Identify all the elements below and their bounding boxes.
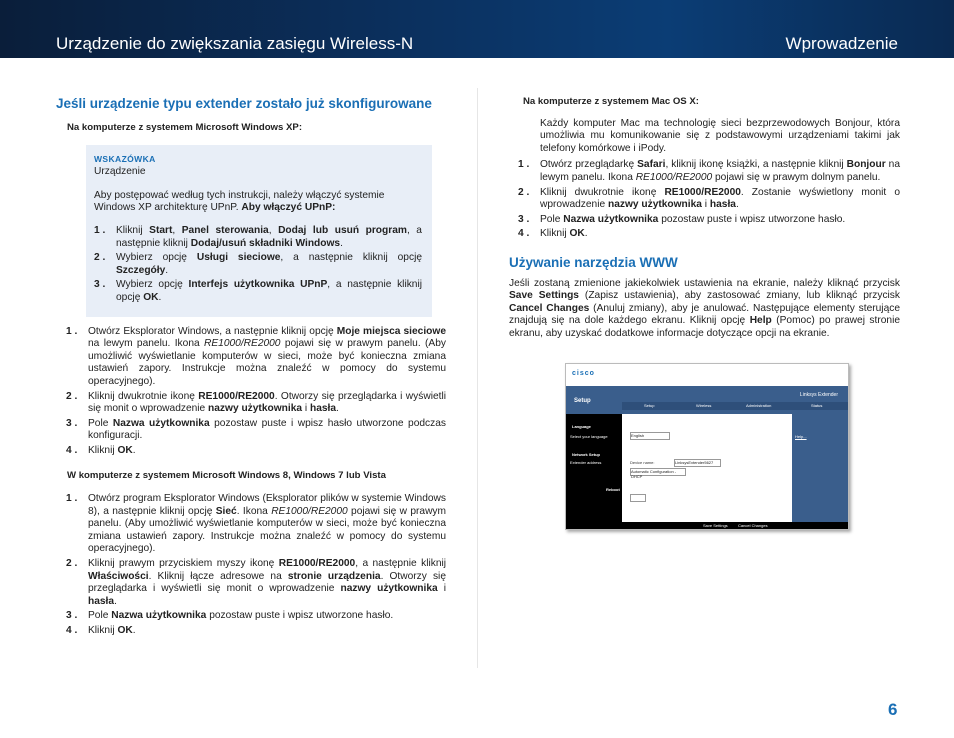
configured-heading: Jeśli urządzenie typu extender zostało już skonfigurowane xyxy=(56,96,432,111)
step-text: Pole Nazwa użytkownika pozostaw puste i wpisz hasło utworzone podczas konfiguracji. xyxy=(88,417,446,442)
www-paragraph: Jeśli zostaną zmienione jakiekolwiek ustawienia na ekranie, należy kliknąć przycisk Save Settings (Zapisz ustawienia), aby zastosować zmiany, lub kliknąć przycisk Cancel Changes (Anuluj zmiany), aby je anulować. Następujące elementy sterujące znajdują się na dole każdego ekranu. Kliknij opcję Help (Pomoc) po prawej stronie ekranu, aby uzyskać dodatkowe informacje dotyczące opcji na ekranie. xyxy=(509,277,901,339)
device-name-input[interactable]: LinksysExtender5627 xyxy=(674,459,721,467)
tab-administration[interactable]: Administration xyxy=(746,403,772,408)
web-utility-screenshot xyxy=(565,363,849,530)
mac-heading: Na komputerze z systemem Mac OS X: xyxy=(523,96,699,107)
step-item xyxy=(66,326,446,389)
tip-steps-list xyxy=(94,225,422,305)
tip-box xyxy=(86,145,432,317)
step-item xyxy=(66,493,446,556)
step-text: Wybierz opcję Interfejs użytkownika UPnP, a następnie kliknij opcję OK. xyxy=(116,279,422,303)
screenshot-button-bar xyxy=(622,522,848,529)
step-text: Kliknij Start, Panel sterowania, Dodaj lub usuń program, a następnie kliknij Dodaj/usuń składniki Windows. xyxy=(116,224,422,249)
reboot-button[interactable] xyxy=(630,494,646,502)
screenshot-help-panel xyxy=(792,414,848,522)
step-item xyxy=(94,225,422,250)
tip-paragraph xyxy=(94,190,422,215)
cancel-changes-button[interactable]: Cancel Changes xyxy=(738,523,768,528)
section-title: Wprowadzenie xyxy=(785,34,898,53)
xp-steps-list xyxy=(66,326,446,458)
step-item xyxy=(518,159,900,184)
step-item xyxy=(94,252,422,277)
left-column xyxy=(56,96,446,640)
step-item xyxy=(94,279,422,304)
mac-steps-list xyxy=(518,159,900,241)
tip-paragraph-text: Aby postępować według tych instrukcji, należy włączyć systemie Windows XP architekturę UPnP. xyxy=(94,189,385,214)
step-number: 4 . xyxy=(518,228,530,240)
tab-setup[interactable]: Setup xyxy=(644,403,655,408)
step-item xyxy=(518,214,900,227)
config-select[interactable]: Automatic Configuration - DHCP xyxy=(630,468,686,476)
step-number: 2 . xyxy=(66,390,78,402)
help-link[interactable]: Help... xyxy=(795,434,807,439)
tab-status[interactable]: Status xyxy=(811,403,823,408)
device-name-label: Device name: xyxy=(630,460,655,465)
label-select-language: Select your language xyxy=(570,434,608,439)
step-item xyxy=(518,228,900,241)
step-item xyxy=(66,610,446,623)
label-extender-address: Extender address xyxy=(570,460,602,465)
product-name: Linksys Extender xyxy=(799,392,838,398)
section-label: Setup xyxy=(574,398,591,404)
cisco-logo: cisco xyxy=(572,370,595,377)
label-reboot: Reboot xyxy=(606,487,620,492)
step-item xyxy=(66,418,446,443)
step-text: Kliknij dwukrotnie ikonę RE1000/RE2000. Otworzy się przeglądarka i wyświetli się monit o wprowadzenie nazwy użytkownika i hasła. xyxy=(88,390,446,415)
tip-label: WSKAZÓWKA xyxy=(94,153,156,164)
step-text: Wybierz opcję Usługi sieciowe, a następnie kliknij opcję Szczegóły. xyxy=(116,252,422,276)
step-number: 2 . xyxy=(518,186,530,198)
screenshot-left-panel xyxy=(566,414,622,529)
step-item xyxy=(518,187,900,212)
mac-intro: Każdy komputer Mac ma technologię sieci bezprzewodowych Bonjour, która umożliwia mu komunikowanie się z podstawowymi urządzeniami takimi jak telefony komórkowe i iPody. xyxy=(540,117,900,154)
step-text: Pole Nazwa użytkownika pozostaw puste i wpisz utworzone hasło. xyxy=(540,213,846,225)
step-number: 1 . xyxy=(66,493,78,505)
step-text: Kliknij OK. xyxy=(88,444,136,456)
step-text: Otwórz Eksplorator Windows, a następnie kliknij opcję Moje miejsca sieciowe na lewym panelu. Ikona RE1000/RE2000 pojawi się w prawym panelu. (Aby umożliwić wyświetlanie komputerów w sieci, może być konieczna zmiana ustawień zapory. Instrukcje można znaleźć w pomocy do systemu operacyjnego). xyxy=(88,325,446,387)
step-text: Kliknij prawym przyciskiem myszy ikonę RE1000/RE2000, a następnie kliknij Właściwości. Kliknij łącze adresowe na stronie urządzenia. Otworzy się przeglądarka i wyświetli się monit o wprowadzenie nazwy użytkownika i hasła. xyxy=(88,558,447,607)
page-header xyxy=(0,0,954,58)
step-item xyxy=(66,625,446,638)
step-item xyxy=(66,391,446,416)
page-number: 6 xyxy=(888,700,898,719)
step-number: 3 . xyxy=(518,213,530,225)
xp-heading: Na komputerze z systemem Microsoft Windows XP: xyxy=(67,122,303,133)
step-text: Pole Nazwa użytkownika pozostaw puste i wpisz utworzone hasło. xyxy=(88,610,394,622)
language-select[interactable]: English xyxy=(630,432,670,440)
step-number: 1 . xyxy=(94,224,106,236)
save-settings-button[interactable]: Save Settings xyxy=(703,523,728,528)
right-column xyxy=(509,96,900,341)
step-item xyxy=(66,445,446,458)
step-item xyxy=(66,558,446,608)
step-text: Kliknij OK. xyxy=(88,625,136,636)
step-text: Kliknij dwukrotnie ikonę RE1000/RE2000. Zostanie wyświetlony monit o wprowadzenie nazwy użytkownika i hasła. xyxy=(540,186,900,211)
win8-heading: W komputerze z systemem Microsoft Windows 8, Windows 7 lub Vista xyxy=(67,470,386,482)
step-number: 3 . xyxy=(66,610,78,622)
step-text: Kliknij OK. xyxy=(540,228,588,240)
step-text: Otwórz program Eksplorator Windows (Eksplorator plików w systemie Windows 8), a następnie kliknij opcję Sieć. Ikona RE1000/RE2000 pojawi się w prawym panelu. (Aby umożliwić wyświetlanie komputerów w sieci, może być konieczna zmiana ustawień zapory. Instrukcje można znaleźć w pomocy do systemu operacyjnego). xyxy=(88,493,447,555)
www-heading: Używanie narzędzia WWW xyxy=(509,254,678,270)
tab-wireless[interactable]: Wireless xyxy=(696,403,712,408)
document-title: Urządzenie do zwiększania zasięgu Wireless-N xyxy=(56,34,414,53)
step-text: Otwórz przeglądarkę Safari, kliknij ikonę książki, a następnie kliknij Bonjour na lewym panelu. Ikona RE1000/RE2000 pojawi się w prawym dolnym panelu. xyxy=(540,159,900,183)
step-number: 4 . xyxy=(66,625,78,636)
step-number: 2 . xyxy=(94,252,106,264)
column-divider xyxy=(477,88,478,668)
step-number: 3 . xyxy=(66,417,78,429)
step-number: 1 . xyxy=(66,325,78,337)
step-number: 2 . xyxy=(66,558,78,570)
step-number: 1 . xyxy=(518,159,530,171)
label-network-setup: Network Setup xyxy=(572,452,601,457)
tip-line1: Urządzenie xyxy=(94,166,146,178)
tip-paragraph-bold: Aby włączyć UPnP: xyxy=(241,202,336,214)
step-number: 3 . xyxy=(94,279,106,291)
label-language: Language xyxy=(572,424,591,429)
win8-steps-list xyxy=(66,493,446,638)
step-number: 4 . xyxy=(66,444,78,456)
